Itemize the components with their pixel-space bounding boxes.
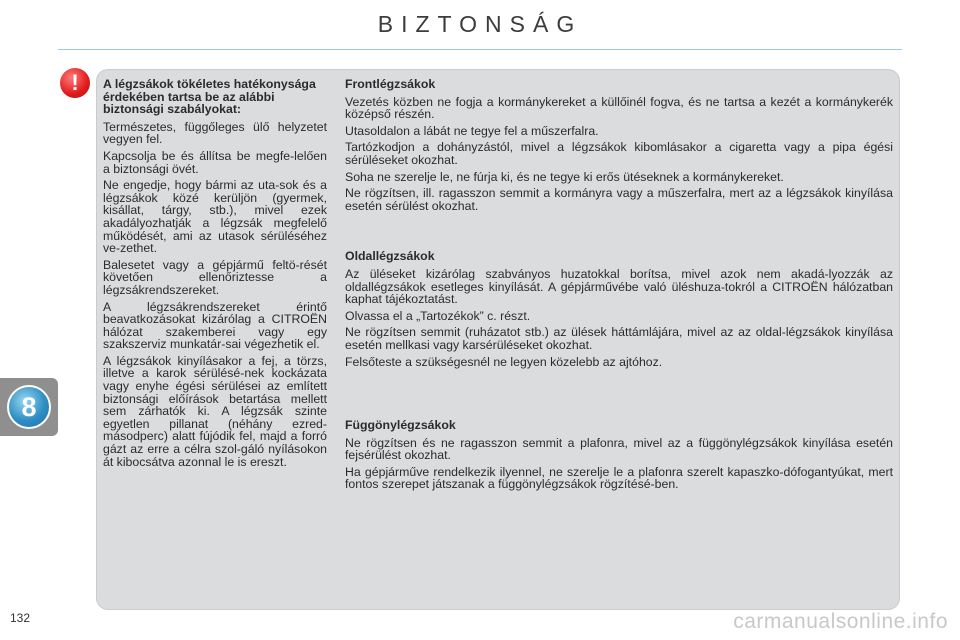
side-airbags-paragraph: Felsőteste a szükségesnél ne legyen közelebb az ajtóhoz.	[345, 354, 663, 369]
safety-rule-paragraph: A légzsákok kinyílásakor a fej, a törzs, illetve a karok sérülésé-nek kockázata vagy enyhe égési sérülései az említett biztonsági előírások betartása mellett sem zárhatók ki. A légzsák szinte egyetlen pillanat (néhány ezred-másodperc) alatt fújódik fel, majd a forró gázt az erre a célra szol-gáló nyílásokon át kibocsátva azonnal le is ereszt.	[103, 353, 327, 469]
safety-rules-column	[103, 78, 327, 472]
section-spacer	[345, 372, 893, 419]
curtain-airbags-heading: Függönylégzsákok	[345, 418, 456, 433]
side-airbags-section	[345, 250, 893, 368]
front-airbags-section	[345, 78, 893, 212]
curtain-airbags-section	[345, 419, 893, 491]
safety-rule-paragraph: Balesetet vagy a gépjármű feltö-rését követően ellenőriztesse a légzsákrendszereket.	[103, 257, 327, 297]
front-airbags-paragraph: Ne rögzítsen, ill. ragasszon semmit a kormányra vagy a műszerfalra, mert az a légzsákok kinyílása esetén sérülést okozhat.	[345, 186, 893, 213]
curtain-airbags-paragraph: Ha gépjárműve rendelkezik ilyennel, ne szerelje le a plafonra szerelt kapaszko-dófogantyúkat, mert fontos szerepet játszanak a függönylégzsákok rögzítésé-ben.	[345, 464, 893, 492]
curtain-airbags-paragraph: Ne rögzítsen és ne ragasszon semmit a plafonra, mivel az a függönylégzsákok kinyílása esetén fejsérülést okozhat.	[345, 435, 893, 463]
side-airbags-paragraph: Ne rögzítsen semmit (ruházatot stb.) az ülések háttámlájára, mivel az az oldal-légzsákok kinyílása esetén mellkasi vagy karsérüléseket okozhat.	[345, 325, 893, 352]
exclamation-symbol: !	[71, 70, 79, 95]
airbag-sections-column	[345, 78, 893, 495]
safety-rule-paragraph: Kapcsolja be és állítsa be megfe-lelően a biztonsági övét.	[103, 148, 327, 176]
front-airbags-paragraph: Utasoldalon a lábát ne tegye fel a műszerfalra.	[345, 123, 599, 138]
section-spacer	[345, 216, 893, 250]
chapter-number: 8	[21, 391, 37, 422]
front-airbags-paragraph: Soha ne szerelje le, ne fúrja ki, és ne tegye ki erős ütéseknek a kormánykereket.	[345, 169, 784, 184]
front-airbags-paragraph: Tartózkodjon a dohányzástól, mivel a légzsákok kibomlásakor a cigaretta vagy a pipa égési sérüléseket okozhat.	[345, 140, 893, 167]
watermark: carmanualsonline.info	[733, 610, 948, 633]
safety-rule-paragraph: Ne engedje, hogy bármi az uta-sok és a légzsákok közé kerüljön (gyermek, kisállat, tárgy, stb.), mivel ezek akadályozhatják a légzsák megfelelő működését, ami az utasok sérüléséhez ve-zethet.	[103, 178, 327, 256]
side-airbags-heading: Oldallégzsákok	[345, 249, 435, 264]
chapter-tab	[0, 378, 58, 436]
side-airbags-paragraph: Az üléseket kizárólag szabványos huzatokkal borítsa, mivel azok nem akadá-lyozzák az oldallégzsákok esetleges kinyílását. A gépjárművébe való üléshuza-tokról a CITROËN hálózatban kaphat tájékoztatást.	[345, 266, 893, 307]
page-number: 132	[10, 611, 31, 625]
title-divider	[58, 49, 902, 50]
front-airbags-paragraph: Vezetés közben ne fogja a kormánykereket a küllőinél fogva, és ne tartsa a kezét a kormánykerék középső részén.	[345, 94, 893, 122]
page-title: BIZTONSÁG	[377, 11, 583, 37]
front-airbags-heading: Frontlégzsákok	[345, 77, 436, 91]
safety-rule-paragraph: A légzsákrendszereket érintő beavatkozásokat kizárólag a CITROËN hálózat szakemberei vagy egy szakszerviz munkatár-sai végezhetik el.	[103, 299, 327, 352]
safety-rules-heading: A légzsákok tökéletes hatékonysága érdekében tartsa be az alábbi biztonsági szabályokat:	[103, 77, 316, 117]
chapter-badge	[7, 385, 51, 429]
side-airbags-paragraph: Olvassa el a „Tartozékok” c. részt.	[345, 308, 531, 323]
exclamation-icon	[60, 68, 90, 98]
safety-rule-paragraph: Természetes, függőleges ülő helyzetet vegyen fel.	[103, 119, 327, 147]
